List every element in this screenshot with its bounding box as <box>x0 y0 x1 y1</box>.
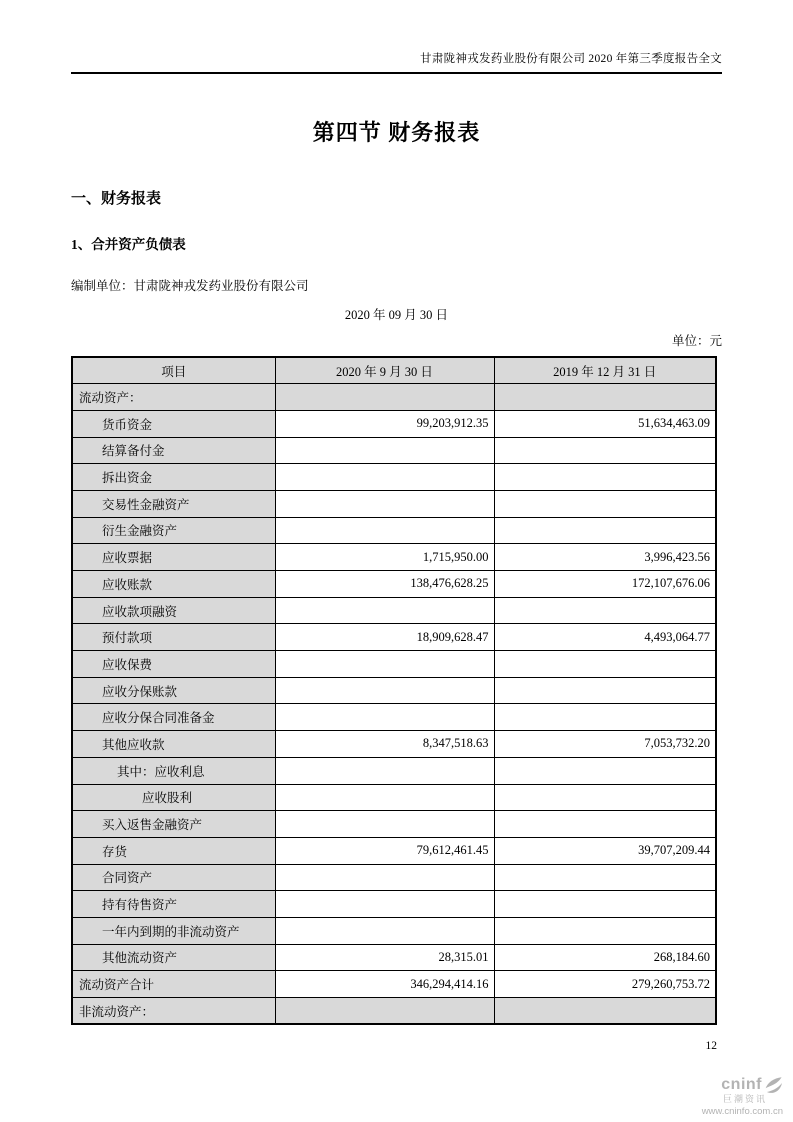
report-header-text: 甘肃陇神戎发药业股份有限公司 2020 年第三季度报告全文 <box>420 53 722 65</box>
row-label-cell: 一年内到期的非流动资产 <box>72 917 275 944</box>
value-cell <box>275 651 494 678</box>
row-label-cell: 应收分保合同准备金 <box>72 704 275 731</box>
value-cell: 279,260,753.72 <box>494 971 716 998</box>
row-label-cell: 预付款项 <box>72 624 275 651</box>
row-label-cell: 买入返售金融资产 <box>72 811 275 838</box>
value-cell <box>494 864 716 891</box>
value-cell <box>275 998 494 1025</box>
cninfo-logo-row <box>633 1076 783 1094</box>
table-row <box>72 971 716 998</box>
table-row <box>72 677 716 704</box>
heading-financial-statements: 一、财务报表 <box>71 191 162 207</box>
row-label-cell: 其他流动资产 <box>72 944 275 971</box>
table-row <box>72 490 716 517</box>
row-label-cell: 衍生金融资产 <box>72 517 275 544</box>
value-cell <box>494 464 716 491</box>
column-header: 项目 <box>72 357 275 384</box>
table-row <box>72 998 716 1025</box>
value-cell <box>494 490 716 517</box>
value-cell: 7,053,732.20 <box>494 731 716 758</box>
table-row <box>72 597 716 624</box>
table-row <box>72 864 716 891</box>
table-row <box>72 811 716 838</box>
prepared-by-line: 编制单位：甘肃陇神戎发药业股份有限公司 <box>71 279 309 293</box>
value-cell <box>275 784 494 811</box>
value-cell <box>494 517 716 544</box>
row-label-cell: 结算备付金 <box>72 437 275 464</box>
column-header: 2020 年 9 月 30 日 <box>275 357 494 384</box>
row-label-cell: 其中：应收利息 <box>72 757 275 784</box>
value-cell: 18,909,628.47 <box>275 624 494 651</box>
header-row <box>72 357 716 384</box>
page-number: 12 <box>705 1040 717 1052</box>
table-row <box>72 384 716 411</box>
value-cell: 8,347,518.63 <box>275 731 494 758</box>
table-row <box>72 704 716 731</box>
table-row <box>72 437 716 464</box>
value-cell: 172,107,676.06 <box>494 571 716 598</box>
table-head <box>72 357 716 384</box>
table-row <box>72 891 716 918</box>
cninfo-chinese-text: 巨潮资讯 <box>722 1094 767 1104</box>
value-cell <box>494 651 716 678</box>
value-cell <box>275 384 494 411</box>
row-label-cell: 应收票据 <box>72 544 275 571</box>
value-cell: 28,315.01 <box>275 944 494 971</box>
value-cell <box>494 811 716 838</box>
cninfo-url-text: www.cninfo.com.cn <box>701 1105 783 1117</box>
heading-consolidated-balance-sheet: 1、合并资产负债表 <box>71 237 186 252</box>
row-label-cell: 流动资产合计 <box>72 971 275 998</box>
table-body <box>72 384 716 1025</box>
table-row <box>72 784 716 811</box>
row-label-cell: 交易性金融资产 <box>72 490 275 517</box>
row-label-cell: 流动资产： <box>72 384 275 411</box>
row-label-cell: 应收账款 <box>72 571 275 598</box>
value-cell <box>494 757 716 784</box>
value-cell: 99,203,912.35 <box>275 410 494 437</box>
row-label-cell: 应收股利 <box>72 784 275 811</box>
value-cell <box>494 597 716 624</box>
value-cell <box>275 917 494 944</box>
table-row <box>72 464 716 491</box>
table-row <box>72 624 716 651</box>
value-cell: 79,612,461.45 <box>275 837 494 864</box>
value-cell: 268,184.60 <box>494 944 716 971</box>
value-cell <box>494 891 716 918</box>
row-label-cell: 其他应收款 <box>72 731 275 758</box>
row-label-cell: 应收分保账款 <box>72 677 275 704</box>
page-header <box>71 0 722 74</box>
value-cell: 3,996,423.56 <box>494 544 716 571</box>
table-row <box>72 410 716 437</box>
value-cell <box>275 490 494 517</box>
row-label-cell: 应收款项融资 <box>72 597 275 624</box>
table-row <box>72 757 716 784</box>
table-row <box>72 837 716 864</box>
value-cell <box>494 677 716 704</box>
value-cell: 1,715,950.00 <box>275 544 494 571</box>
row-label-cell: 货币资金 <box>72 410 275 437</box>
row-label-cell: 应收保费 <box>72 651 275 678</box>
value-cell <box>275 677 494 704</box>
value-cell <box>494 784 716 811</box>
row-label-cell: 合同资产 <box>72 864 275 891</box>
value-cell <box>275 437 494 464</box>
value-cell <box>494 704 716 731</box>
row-label-cell: 非流动资产： <box>72 998 275 1025</box>
section-title: 第四节 财务报表 <box>312 120 481 145</box>
table-row <box>72 731 716 758</box>
row-label-cell: 存货 <box>72 837 275 864</box>
column-header: 2019 年 12 月 31 日 <box>494 357 716 384</box>
value-cell <box>275 517 494 544</box>
cninfo-swirl-icon <box>763 1076 783 1094</box>
statement-date-line: 2020 年 09 月 30 日 <box>344 308 449 322</box>
cninfo-logo <box>633 1076 783 1117</box>
value-cell: 138,476,628.25 <box>275 571 494 598</box>
row-label-cell: 拆出资金 <box>72 464 275 491</box>
value-cell <box>494 917 716 944</box>
value-cell <box>494 998 716 1025</box>
value-cell <box>275 597 494 624</box>
value-cell <box>275 864 494 891</box>
table-row <box>72 651 716 678</box>
value-cell <box>275 757 494 784</box>
unit-note: 单位：元 <box>671 334 722 348</box>
table-row <box>72 571 716 598</box>
value-cell <box>494 384 716 411</box>
value-cell <box>494 437 716 464</box>
value-cell: 51,634,463.09 <box>494 410 716 437</box>
balance-sheet-table <box>71 356 717 1025</box>
value-cell <box>275 811 494 838</box>
table-row <box>72 544 716 571</box>
value-cell <box>275 464 494 491</box>
cninfo-brand-text: cninf <box>721 1076 762 1094</box>
table-row <box>72 944 716 971</box>
value-cell: 346,294,414.16 <box>275 971 494 998</box>
row-label-cell: 持有待售资产 <box>72 891 275 918</box>
table-row <box>72 917 716 944</box>
value-cell <box>275 704 494 731</box>
table-row <box>72 517 716 544</box>
value-cell: 39,707,209.44 <box>494 837 716 864</box>
value-cell <box>275 891 494 918</box>
value-cell: 4,493,064.77 <box>494 624 716 651</box>
